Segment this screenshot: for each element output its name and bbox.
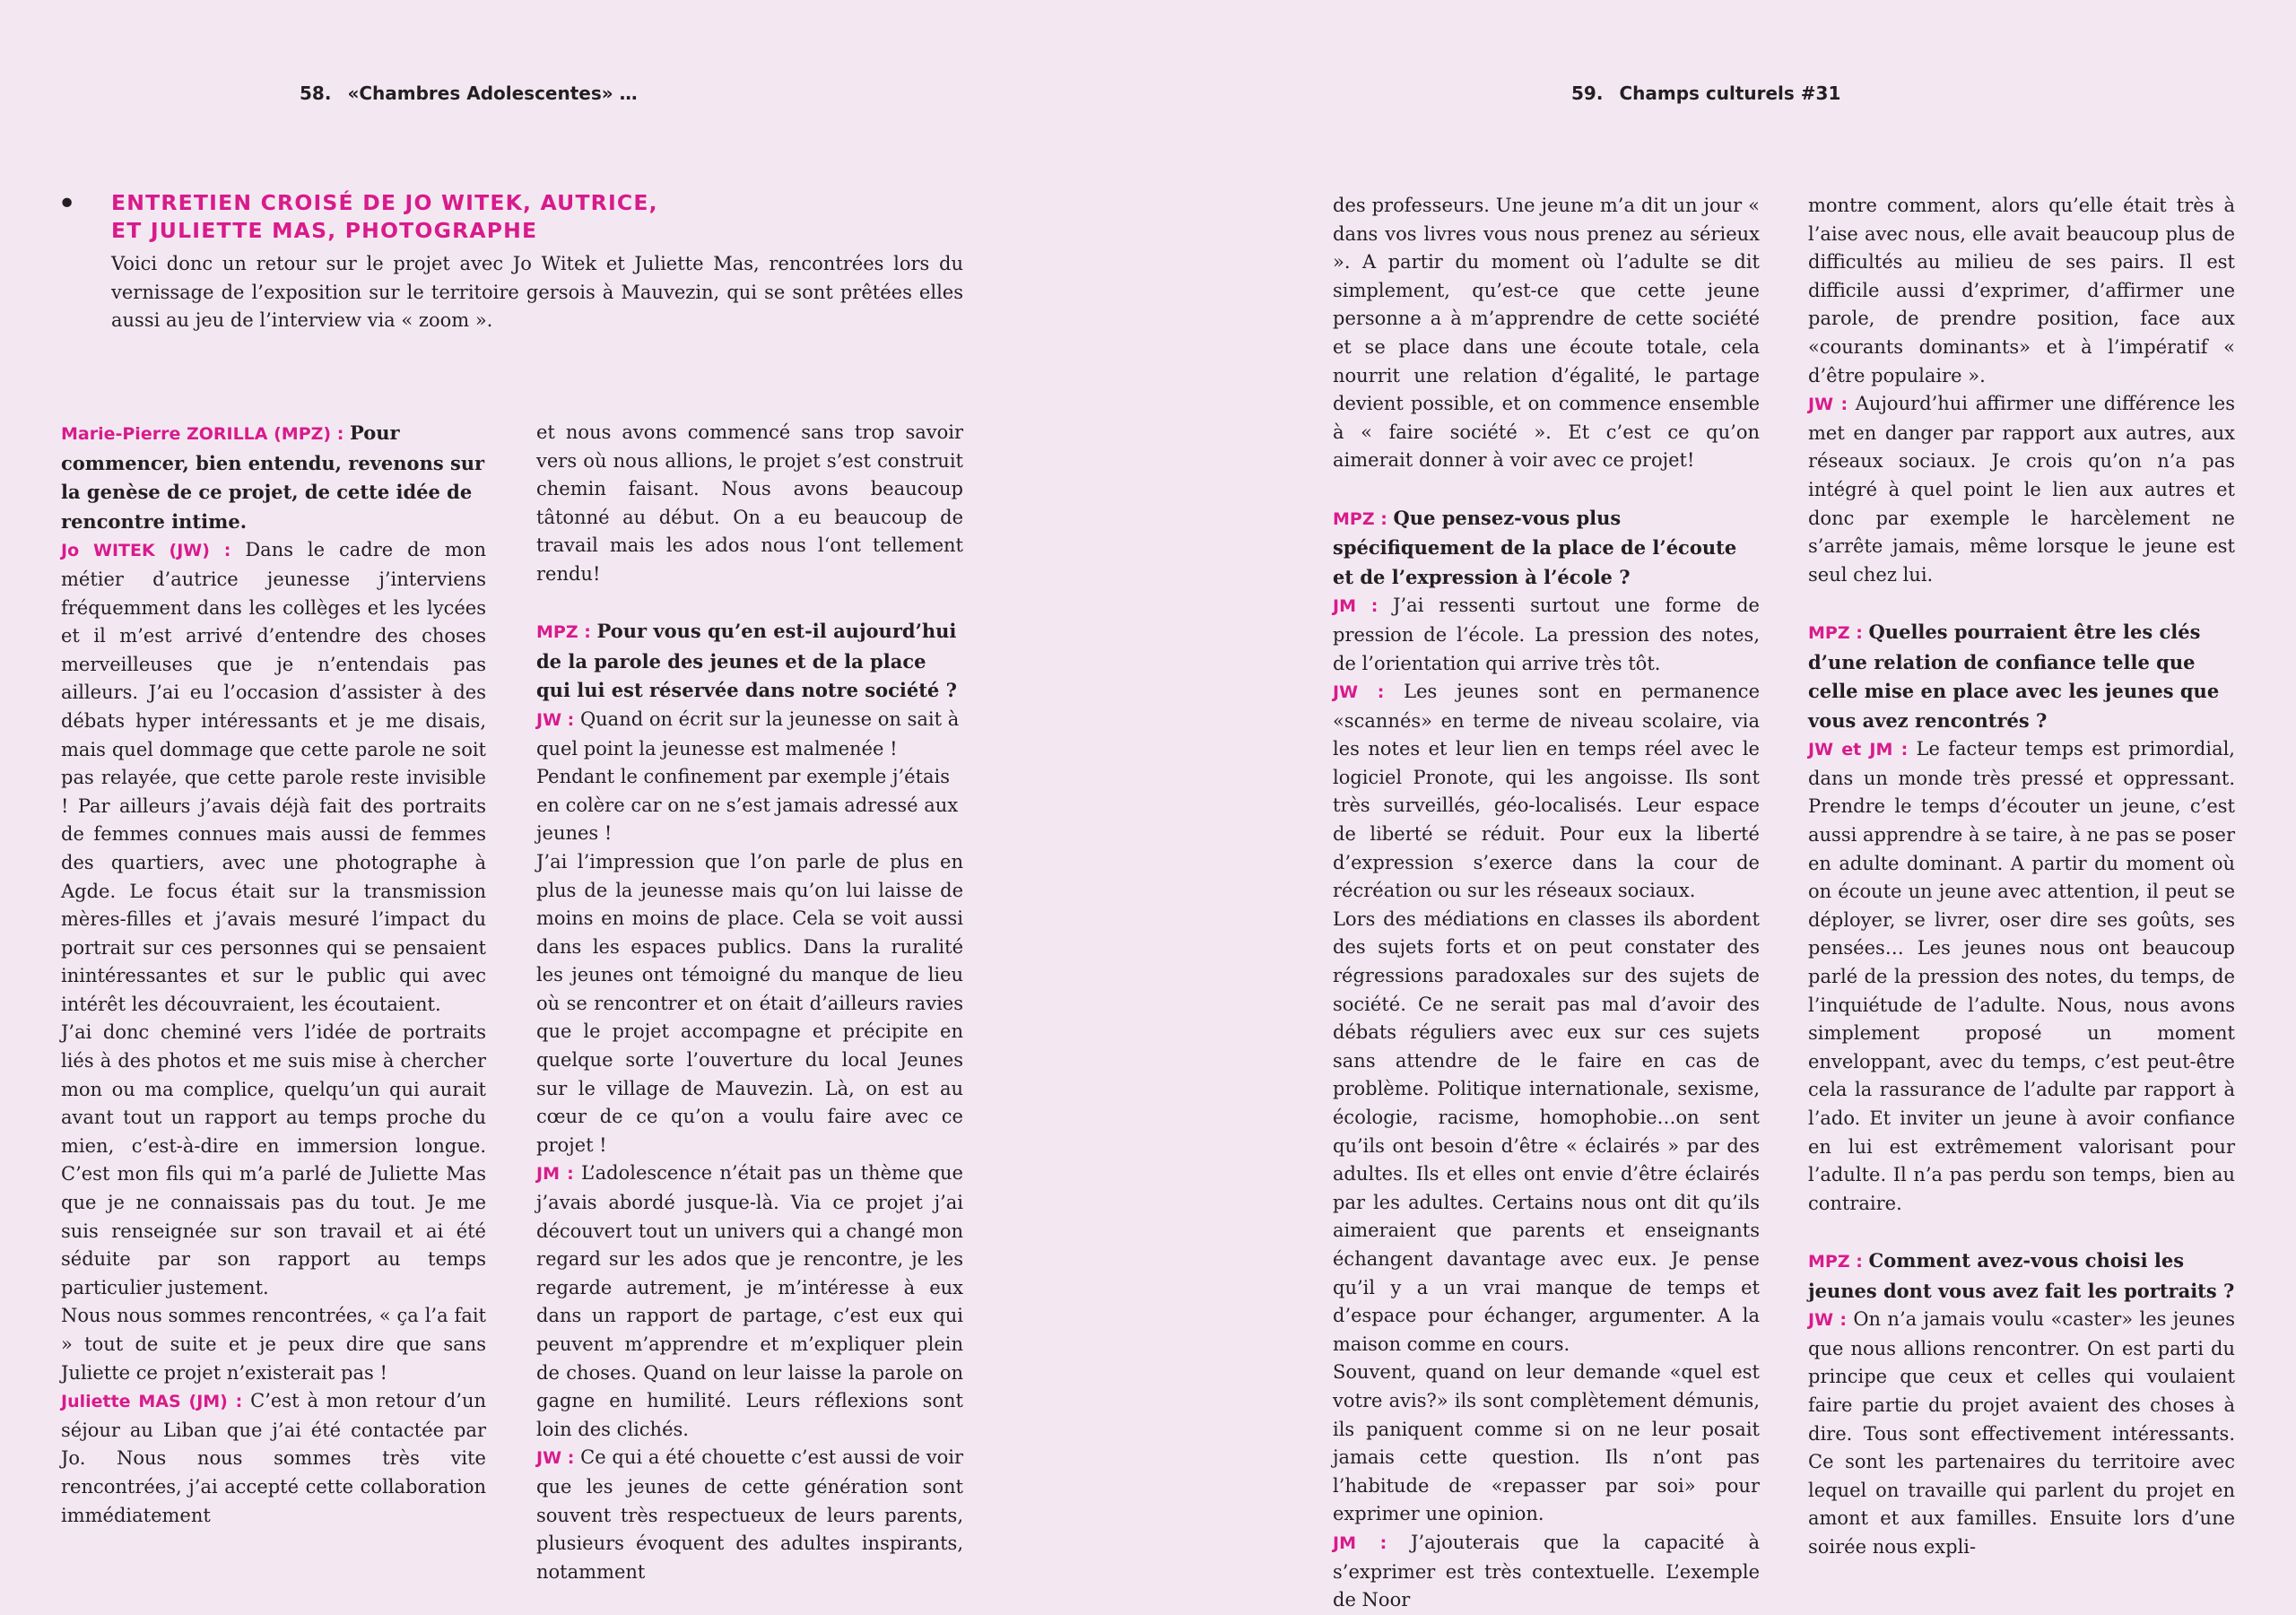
answer-text: Dans le cadre de mon métier d’autrice jeunesse j’interviens fréquemment dans les collèges et les lycées et il m’est arrivé d’entendre des choses merveilleuses que je n’entendais pas ailleurs. J’ai eu l’occasion d’assister à des débats hyper intéressants et je me disais, mais quel dommage que cette parole ne soit pas relayée, que cette parole reste invisible ! Par ailleurs j’avais déjà fait des portraits de femmes connues mais aussi de femmes des quartiers, avec une photographe à Agde. Le focus était sur la transmission mères-filles et j’avais mesuré l’impact du portrait sur ces personnes qui se pensaient inintéressantes et sur le public qui avec intérêt les découvraient, les écoutaient. [61,539,486,1015]
answer-text: Souvent, quand on leur demande «quel est votre avis?» ils sont complètement démunis, ils paniquent comme si on ne leur posait jamais cette question. Ils n’ont pas l’habitude de «repasser par soi» pour exprimer une opinion. [1333,1361,1760,1525]
answer-paragraph [1808,1306,2235,1561]
question-text: Comment avez-vous choisi les jeunes dont vous avez fait les portraits ? [1808,1248,2235,1302]
folio-right [1571,82,1840,104]
answer-paragraph [61,536,486,1019]
speaker-label: MPZ : [1808,622,1863,643]
speaker-label: JW : [1808,395,1848,415]
column-right-1 [1333,192,1760,1615]
intro-paragraph: Voici donc un retour sur le projet avec Jo Witek et Juliette Mas, rencontrées lors du vernissage de l’exposition sur le territoire gersois à Mauvezin, qui se sont prêtées elles aussi au jeu de l’interview via « zoom ». [111,253,963,332]
answer-text: des professeurs. Une jeune m’a dit un jour « dans vos livres vous nous prenez au sérieux ». A partir du moment où l’adulte se dit simplement, qu’est-ce que cette jeune personne a à m’apprendre de cette société et se place dans une écoute totale, cela nourrit une relation d’égalité, le partage devient possible, et on commence ensemble à « faire société ». Et c’est ce qu’on aimerait donner à voir avec ce projet! [1333,195,1760,472]
running-title: Champs culturels #31 [1619,82,1841,104]
speaker-label: MPZ : [536,622,591,643]
question-text: Pour vous qu’en est-il aujourd’hui de la parole des jeunes et de la place qui lui est réservée dans notre société ? [536,620,957,702]
question-paragraph [1333,504,1760,593]
answer-text: On n’a jamais voulu «caster» les jeunes que nous allions rencontrer. On est parti du principe que ceux et celles qui voulaient faire partie du projet avaient des choses à dire. Tous sont effectivement intéressants. Ce sont les partenaires du territoire avec lequel on travaille qui parlent du projet en amont et aux familles. Ensuite lors d’une soirée nous expli- [1808,1308,2235,1558]
answer-paragraph [536,1159,963,1444]
title-line-2: ET JULIETTE MAS, PHOTOGRAPHE [111,218,538,243]
answer-text: Quand on écrit sur la jeunesse on sait à quel point la jeunesse est malmenée ! Pendant le confinement par exemple j’étais en colère car on ne s’est jamais adressé aux jeunes ! [536,708,960,845]
folio-left [300,82,638,104]
answer-text: Aujourd’hui affirmer une différence les met en danger par rapport aux autres, aux réseaux sociaux. Je crois qu’on n’a pas intégré à quel point le lien aux autres et donc par exemple le harcèlement ne s’arrête jamais, même lorsque le jeune est seul chez lui. [1808,393,2235,586]
answer-paragraph [61,1302,486,1387]
question-paragraph [61,419,486,536]
speaker-label: JM : [1333,596,1378,617]
speaker-label: JW : [1808,1310,1847,1331]
speaker-label: JW et JM : [1808,740,1909,760]
right-page [1148,0,2296,1611]
speaker-label: Juliette MAS (JM) : [61,1392,243,1412]
answer-text: Lors des médiations en classes ils abordent des sujets forts et on peut constater des régressions paradoxales sur des sujets de société. Ce ne serait pas mal d’avoir des débats réguliers avec eux sur ces sujets sans attendre de le faire en cas de problème. Politique internationale, sexisme, écologie, racisme, homophobie…on sent qu’ils ont besoin d’être « éclairés » par des adultes. Ils et elles ont envie d’être éclairés par les adultes. Certains nous ont dit qu’ils aimeraient que parents et enseignants échangent davantage avec eux. Je pense qu’il y a un vrai manque de temps et d’espace pour échanger, argumenter. A la maison comme en cours. [1333,907,1760,1355]
answer-paragraph [536,706,963,848]
answer-paragraph [536,419,963,589]
answer-paragraph [1808,192,2235,390]
answer-text: et nous avons commencé sans trop savoir vers où nous allions, le projet s’est construit chemin faisant. Nous avons beaucoup tâtonné au début. On a eu beaucoup de travail mais les ados nous l‘ont tellement rendu! [536,421,963,585]
running-title: «Chambres Adolescentes» … [347,82,638,104]
question-paragraph [536,617,963,706]
answer-text: Ce qui a été chouette c’est aussi de voir que les jeunes de cette génération sont souvent très respectueux de leurs parents, plusieurs évoquent des adultes inspirants, notamment [536,1446,963,1583]
answer-paragraph [1333,1529,1760,1615]
answer-text: J’ai donc cheminé vers l’idée de portraits liés à des photos et me suis mise à chercher mon ou ma complice, quelqu’un qui aurait avant tout un rapport au temps proche du mien, c’est-à-dire en immersion longue. C’est mon fils qui m’a parlé de Juliette Mas que je ne connaissais pas du tout. Je me suis renseignée sur son travail et ai été séduite par son rapport au temps particulier justement. [61,1021,486,1298]
answer-text: J’ai l’impression que l’on parle de plus en plus de la jeunesse mais qu’on lui laisse de moins en moins de place. Cela se voit aussi dans les espaces publics. Dans la ruralité les jeunes ont témoigné du manque de lieu où se rencontrer et on était d’ailleurs ravies que le projet accompagne et précipite en quelque sorte l’ouverture du local Jeunes sur le village de Mauvezin. Là, on est au cœur de ce qu’on a voulu faire avec ce projet ! [536,850,963,1156]
answer-paragraph [1808,390,2235,589]
answer-paragraph [536,848,963,1160]
speaker-label: JM : [536,1164,574,1185]
column-right-2 [1808,192,2235,1562]
answer-text: L’adolescence n’était pas un thème que j’avais abordé jusque-là. Via ce projet j’ai découvert tout un univers qui a changé mon regard sur les ados que je rencontre, je les regarde autrement, je m’intéresse à eux dans un rapport de partage, c’est eux qui peuvent m’apprendre et m’expliquer plein de choses. Quand on leur laisse la parole on gagne en humilité. Leurs réflexions sont loin des clichés. [536,1162,963,1440]
speaker-label: JW : [536,1448,575,1469]
question-text: Pour commencer, bien entendu, revenons sur la genèse de ce projet, de cette idée de rencontre intime. [61,421,485,533]
answer-paragraph [1333,906,1760,1359]
question-text: Quelles pourraient être les clés d’une relation de confiance telle que celle mise en place avec les jeunes que vous avez rencontrés ? [1808,620,2220,732]
answer-paragraph [1333,592,1760,678]
column-left-1 [61,419,486,1530]
question-paragraph [1808,618,2235,735]
speaker-label: MPZ : [1808,1251,1863,1272]
column-left-2 [536,419,963,1586]
answer-paragraph [1333,678,1760,906]
question-paragraph [1808,1246,2235,1306]
answer-paragraph [61,1387,486,1530]
answer-paragraph [1333,192,1760,475]
answer-paragraph [536,1444,963,1586]
left-page [0,0,1148,1583]
answer-text: Les jeunes sont en permanence «scannés» en terme de niveau scolaire, via les notes et leur lien en temps réel avec le logiciel Pronote, qui les angoisse. Ils sont très surveillés, géo-localisés. Leur espace de liberté se réduit. Pour eux la liberté d’expression s’exerce dans la cour de récréation ou sur les réseaux sociaux. [1333,681,1760,902]
article-title [111,189,685,245]
speaker-label: Marie-Pierre ZORILLA (MPZ) : [61,424,344,444]
page-number: 59. [1571,82,1604,104]
speaker-label: JW : [1333,682,1385,703]
speaker-label: MPZ : [1333,508,1387,529]
answer-text: Nous nous sommes rencontrées, « ça l’a fait » tout de suite et je peux dire que sans Juliette ce projet n’existerait pas ! [61,1305,486,1384]
answer-paragraph [1333,1359,1760,1529]
speaker-label: Jo WITEK (JW) : [61,541,231,561]
page-number: 58. [300,82,332,104]
question-text: Que pensez-vous plus spécifiquement de la place de l’écoute et de l’expression à l’école ? [1333,506,1737,588]
answer-text: montre comment, alors qu’elle était très à l’aise avec nous, elle avait beaucoup plus de difficultés au milieu de ses pairs. Il est difficile aussi d’exprimer, d’affirmer une parole, de prendre position, face aux «courants dominants» et à l’impératif « d’être populaire ». [1808,195,2235,386]
bullet-dot: • [57,186,77,222]
answer-paragraph [1808,735,2235,1218]
answer-text: J’ai ressenti surtout une forme de pression de l’école. La pression des notes, de l’orientation qui arrive très tôt. [1333,595,1760,674]
answer-text: C’est à mon retour d’un séjour au Liban que j’ai été contactée par Jo. Nous nous sommes très vite rencontrées, j’ai accepté cette collaboration immédiatement [61,1390,486,1526]
title-line-1: ENTRETIEN CROISÉ DE JO WITEK, AUTRICE, [111,190,658,215]
answer-text: J’ajouterais que la capacité à s’exprimer est très contextuelle. L’exemple de Noor [1333,1531,1760,1611]
speaker-label: JW : [536,709,575,730]
speaker-label: JM : [1333,1533,1387,1553]
answer-paragraph [61,1019,486,1302]
answer-text: Le facteur temps est primordial, dans un monde très pressé et oppressant. Prendre le temps d’écouter un jeune, c’est aussi apprendre à se taire, à ne pas se poser en adulte dominant. A partir du moment où on écoute un jeune avec attention, il peut se déployer, se livrer, oser dire ses goûts, ses pensées… Les jeunes nous ont beaucoup parlé de la pression des notes, du temps, de l’inquiétude de l’adulte. Nous, nous avons simplement proposé un moment enveloppant, avec du temps, c’est peut-être cela la rassurance de l’adulte par rapport à l’ado. Et inviter un jeune à avoir confiance en lui est extrêmement valorisant pour l’adulte. Il n’a pas perdu son temps, bien au contraire. [1808,738,2235,1214]
